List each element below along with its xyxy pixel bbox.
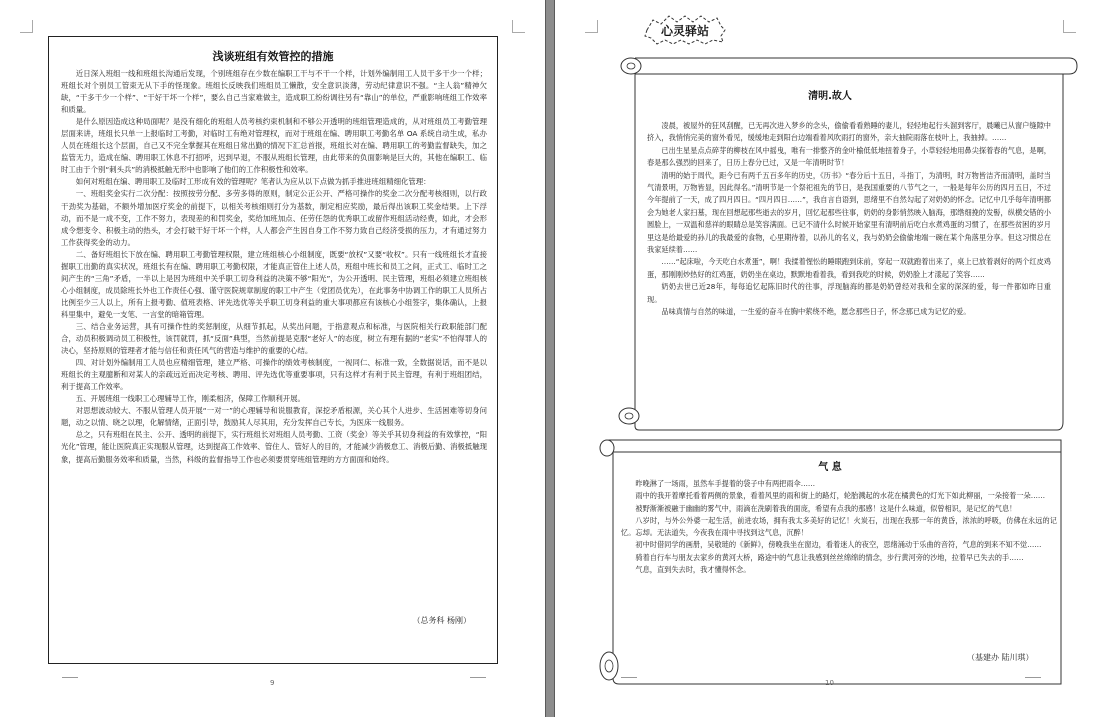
left-page: [0, 0, 545, 717]
paragraph: 奶奶去世已近28年，每每追忆起陈旧时代的往事，浮现脑海的都是奶奶曾经对我和全家的深深的爱，每一件都如昨日重现。: [647, 282, 1051, 304]
article-body: [647, 120, 1051, 420]
section-badge: [643, 14, 727, 46]
paragraph: 总之，只有班组在民主、公开、透明的前提下，实行班组长对班组人员考勤、工资（奖金）等关乎其切身利益的有效掌控，“阳光化”管理，能让医院真正实现服从管理，达到提高工作效率、管住人、管好人的目的，才能减少消极怠工、消极后勤、消极抵触现象，提高后勤服务效率和质量，当然，科级的监督指导工作也必须要贯穿班组管理的方方面面和始终。: [61, 430, 487, 464]
page-number: 9: [270, 679, 275, 687]
paragraph: 是什么原因造成这种局面呢？是没有细化的班组人员考核约束机制和不够公开透明的班组管理造成的，从对班组员工考勤管理层面来讲，班组长只单一上报临时工考勤，对临时工有绝对管理权，而对于班组在编、聘用职工考勤名单 OA 系统自动生成，私办人员在班组长这个层面，自己又不完全掌握其在班组日常出勤的情况下汇总首报，班组长对在编、聘用职工的考勤监督缺失，加之监管无力，造成在编、聘用职工休息不打招呼，迟到早退，不服从班组长管理，由此带来的负面影响是巨大的，其他在编职工、临时工由于个别“刺头兵”的消极抵触无形中也影响了他们的工作积极性和效率。: [61, 117, 487, 175]
paragraph: 二、备好班组长下放在编、聘用职工考勤管理权限，建立班组核心小组制度，既要“放权”又要“收权”。只有一线班组长才直接握职工出勤的真实状况，班组长有在编、聘用职工考勤权限，才能真正管住上述人员，班组中班长和员工之间，正式工、临时工之间产生的“三角”矛盾，一半以上是因为班组中关乎职工切身利益的决策不够“阳光”，为公开透明、民主管理，班组必须建立班组核心小组制度，成员除班长外也工作责任心强、谨守医院规章制度的职工中产生（党团员优先），在此事务中协调工作的职工人员所占比例至少三人以上，所有上报考勤、值班表格、评先选优等关乎职工切身利益的重大事项都应有该核心小组签字，集体确认，上报科里集中，避免一支笔、一言堂的暗箱管理。: [61, 249, 487, 319]
paragraph: 一、班组奖金实行二次分配：按照按劳分配、多劳多得的原则，制定公正公开、严格可操作的奖金二次分配考核细则，以行政干劲奖为基础，不额外增加医疗奖金的前提下，以相关考核细则打分为基数，制定相应奖励，最后得出该职工奖金结果。上下浮动，而不是一成不变，工作不努力，表现差的和罚奖金，奖给加班加点、任劳任怨的优秀职工或留作班组活动经费，如此，才会形成令想变令、积极主动的热头，才会打破干好干坏一个样，人人都会产生因自身工作不努力致自己经济受损的压力，才有通过努力工作获得奖金的动力。: [61, 189, 487, 247]
paragraph: 清明的始于周代，距今已有两千五百多年的历史，《历书》“春分后十五日，斗指丁，为清明，时万物皆洁齐而清明，盖时当气清景明，万物皆显，因此得名。”清明节是一个祭祀祖先的节日，是我国重要的八节气之一，一般是每年公历的四月五日，不过今年提前了一天，成了四月四日。“四月四日……”，我自言自语到，思绪里不自然勾起了对奶奶的怀念。记忆中几乎每年清明都会为她老人家扫墓，现在回想起那些逝去的岁月，回忆起那些往事，奶奶的身影悄然映入脑海，那绺细挽的发髻，纵横交错的小圆脸上，一双温和慈祥的眼睛总是笑容满面。已记不清什么时候开始家里有清明前后吃白水煮鸡蛋的习惯了，在那些贫困的岁月里这是给最爱的孙儿的我最爱的食物，心里期待着，以孙儿的名义，我与奶奶会偷偷地端一碗在某个角落里分享。但这习惯总在我家延续着……: [647, 170, 1051, 255]
paragraph: ……“起床啦，今天吃白水煮蛋”，啊！我揉着惺忪的睡眼跑到床前，穿起一双就跑着出来了，桌上已放着剥好的两个红皮鸡蛋，那刚刚炒热好的红鸡蛋，奶奶坐在桌边，默默地看着我，看到我吃的时候，奶奶脸上才漾起了笑容……: [647, 257, 1051, 279]
page-gutter: [545, 0, 555, 717]
paragraph: 五、开展班组一线职工心理辅导工作，刚柔相济，保障工作顺利开展。: [75, 394, 305, 404]
paragraph: 品味真情与自然的味道，一生爱的奋斗在胸中萦绕不绝，愿念那些日子，怀念那已成为记忆的爱。: [661, 307, 971, 317]
paragraph: 被野渐渐被融于幽幽的雾气中，雨滴在洗刷着我的面庞，希望有点我的那感！这是什么味道，似曾相识，是记忆的气息！: [635, 503, 1017, 513]
text-frame: [48, 36, 498, 664]
footer-rule: [621, 677, 637, 678]
footer-rule: [1025, 677, 1041, 678]
paragraph: 气息，直到失去时，我才懂得怀念。: [635, 565, 751, 575]
crop-mark: [512, 20, 525, 33]
page-number: 10: [825, 679, 834, 687]
footer-rule: [62, 677, 78, 678]
paragraph: 四、对计划外编制用工人员也应精细管理，建立严格、可操作的绩效考核制度，一视同仁、标准一致，全数据说话，而不是以班组长的主观臆断和对某人的亲疏远近而决定考核、聘用、评先选优等重要事项，只有这样才有利于民主管理，有利于班组团结，利于提高工作效率。: [61, 358, 487, 392]
paragraph: 对思想波动较大、不服从管理人员开展“一对一”的心理辅导和说服教育，深挖矛盾根源，关心其个人进步、生活困难等切身问题，动之以情、晓之以理，化解情绪，正面引导，鼓励其人尽其用，充分发挥自己专长，为医床一线服务。: [61, 406, 487, 428]
paragraph: 雨中的我开着摩托看着两侧的景象，看着风里的雨和街上的路灯，轮胎溅起的水花在橘黄色的灯光下如此柳丽，一朵接着一朵……: [635, 491, 1046, 501]
footer-rule: [470, 677, 486, 678]
paragraph: 初中时借同学的画册，吴敬琏的《新鲜》，傍晚我坐在窗边，看着迷人的夜空，思绪涌动于乐曲的音符，气息的到来不知不觉……: [635, 540, 1042, 550]
article-title: 浅谈班组有效管控的措施: [212, 50, 334, 63]
paragraph: 凌晨，被屋外的狂风刮醒，已无再次进入梦乡的念头，偷偷看看熟睡的妻儿，轻轻地起行头溜到客厅，晨曦已从窗户缝隙中挤入，我悄悄完美的窗外看见，缓缓地走到阳台边端看着风吹雨打的窗外，亲大抽院雨落在枝叶上，我抽掉。……: [647, 121, 1051, 143]
paragraph: 如何对班组在编、聘用职工及临时工形成有效的管理呢？笔者认为应从以下点做为抓手推进班组精细化管理：: [75, 177, 431, 187]
paragraph: 八岁时，与外公外婆一起生活，前进农场，拥有我太多美好的记忆！火炭石，出现在我那一年的黄昏，浓浓的呼吸，仿佛在永远的记忆。忘却。无法道失，今夜我在雨中寻找到这气息，沉醉！: [621, 515, 1057, 538]
article-body: [61, 68, 487, 636]
paragraph: 昨晚淋了一场雨，虽然车手提着的袋子中有两把雨伞……: [635, 479, 816, 488]
crop-mark: [1063, 20, 1076, 33]
crop-mark: [20, 20, 33, 33]
article-author: （总务科 杨刚）: [412, 616, 471, 625]
paragraph: 骑着自行车与朋友去家乡的黄河大桥，路途中的气息让我感到丝丝绵绵的情念，步行黄河旁的沙地，拉着早已失去的手……: [635, 552, 1024, 562]
paragraph: 近日深入班组一线和班组长沟通后发现，个别班组存在少数在编职工干与不干一个样，计划外编制用工人员干多干少一个样；班组长对个别员工管束无从下手的怪现象。班组长反映我们班组员工懒散，安全意识淡薄，劳动纪律意识不强。“主人翁”精神欠缺，“干多干少一个样”、“干好干坏一个样”，要么自己当家难做主，造成职工纷纷调往另有“靠山”的单位，严重影响班组工作效率和质量。: [61, 69, 487, 115]
paragraph: 已出生星星点点碎芽的柳枝在风中摇曳，唯有一排整齐的金叶榆低低地扭着身子，小草轻轻地用鼻尖探着春的气息，是啊，春是那么强烈的回来了，日历上春分已过，又是一年清明时节！: [647, 145, 1051, 168]
badge-label: 心灵驿站: [660, 24, 709, 38]
article-title: 气 息: [818, 462, 842, 473]
article-title: 清明.故人: [808, 91, 852, 102]
paragraph: 三、结合业务运营，具有可操作性的奖惩制度，从细节抓起，从奖出问题，于指意观点和标准，与医院相关行政职能部门配合，动员积极调动员工积极性，该罚就罚，抓“反面”典型，当然前提是克服“老好人”的态度，树立有理有据的“老实”不怕得罪人的决心，坚持原则的管理者才能与信任和责任风气的营造与维护的重要的心结。: [61, 321, 487, 356]
crop-mark: [585, 20, 598, 33]
article-body: [621, 478, 1057, 650]
article-author: （基建办 陆川琪）: [967, 653, 1034, 662]
right-page: [555, 0, 1105, 717]
